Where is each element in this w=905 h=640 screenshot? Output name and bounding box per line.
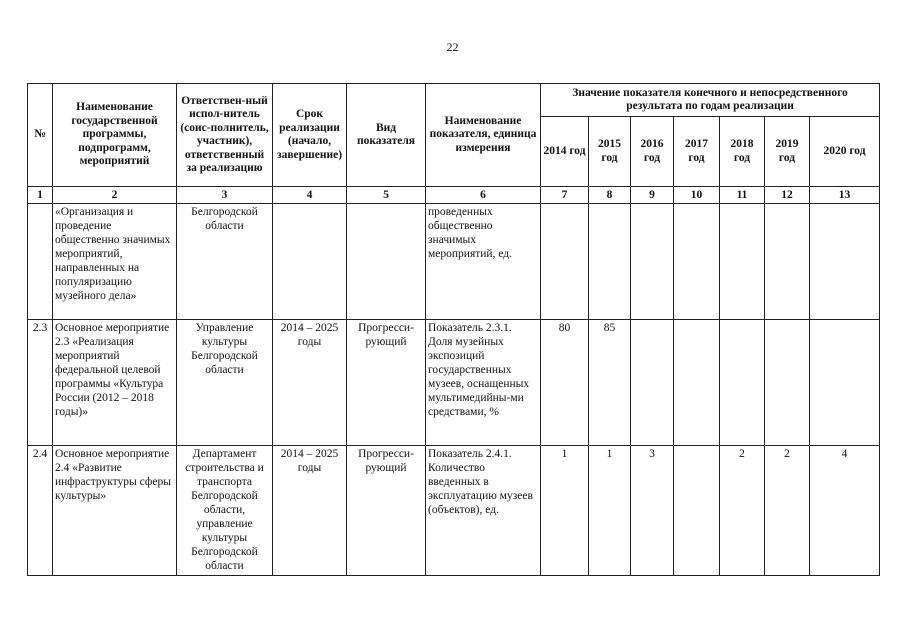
row-no: 2.3 (28, 320, 53, 446)
row-period (273, 204, 347, 320)
row-value (674, 446, 720, 576)
column-number: 2 (53, 187, 177, 204)
row-value: 1 (589, 446, 631, 576)
header-type: Вид показателя (347, 84, 426, 187)
row-name: Основное мероприятие 2.3 «Реализация мероприятий федеральной целевой программы «Культура России (2012 – 2018 годы)» (53, 320, 177, 446)
row-value (765, 320, 810, 446)
header-year: 2017 год (674, 117, 720, 187)
table-row (28, 204, 880, 320)
row-no (28, 204, 53, 320)
row-period: 2014 – 2025 годы (273, 446, 347, 576)
header-year: 2014 год (541, 117, 589, 187)
row-responsible: Управление культуры Белгородской области (177, 320, 273, 446)
header-year: 2019 год (765, 117, 810, 187)
header-values-group: Значение показателя конечного и непосредственного результата по годам реализации (541, 84, 880, 117)
column-number: 10 (674, 187, 720, 204)
row-name: «Организация и проведение общественно значимых мероприятий, направленных на популяризацию музейного дела» (53, 204, 177, 320)
table-row (28, 446, 880, 576)
row-value (589, 204, 631, 320)
row-value (674, 320, 720, 446)
row-value (541, 204, 589, 320)
row-value: 2 (765, 446, 810, 576)
indicators-table (27, 83, 880, 576)
column-number: 5 (347, 187, 426, 204)
column-number: 9 (631, 187, 674, 204)
header-year: 2015 год (589, 117, 631, 187)
row-responsible: Белгородской области (177, 204, 273, 320)
row-type: Прогресси-рующий (347, 446, 426, 576)
header-indicator: Наименование показателя, единица измерения (426, 84, 541, 187)
column-number: 3 (177, 187, 273, 204)
column-number: 8 (589, 187, 631, 204)
header-year: 2018 год (720, 117, 765, 187)
row-value (631, 204, 674, 320)
header-year: 2020 год (810, 117, 880, 187)
column-number: 11 (720, 187, 765, 204)
table-row (28, 320, 880, 446)
row-value (674, 204, 720, 320)
row-responsible: Департамент строительства и транспорта Белгородской области, управление культуры Белгородской области (177, 446, 273, 576)
row-value: 80 (541, 320, 589, 446)
row-name: Основное мероприятие 2.4 «Развитие инфраструктуры сферы культуры» (53, 446, 177, 576)
row-value: 4 (810, 446, 880, 576)
row-value (810, 204, 880, 320)
row-value (720, 204, 765, 320)
row-period: 2014 – 2025 годы (273, 320, 347, 446)
column-number: 6 (426, 187, 541, 204)
column-number: 1 (28, 187, 53, 204)
row-value (720, 320, 765, 446)
row-value (631, 320, 674, 446)
row-indicator: Показатель 2.3.1. Доля музейных экспозиций государственных музеев, оснащенных мультимедийны-ми средствами, % (426, 320, 541, 446)
column-numbers-row (28, 187, 880, 204)
header-no: № (28, 84, 53, 187)
header-responsible: Ответствен-ный испол-нитель (соис-полнитель, участник), ответственный за реализацию (177, 84, 273, 187)
row-value: 3 (631, 446, 674, 576)
row-value: 1 (541, 446, 589, 576)
row-value: 2 (720, 446, 765, 576)
header-period: Срок реализации (начало, завершение) (273, 84, 347, 187)
column-number: 4 (273, 187, 347, 204)
row-indicator: проведенных общественно значимых мероприятий, ед. (426, 204, 541, 320)
column-number: 13 (810, 187, 880, 204)
row-value (765, 204, 810, 320)
row-type (347, 204, 426, 320)
column-number: 12 (765, 187, 810, 204)
row-indicator: Показатель 2.4.1. Количество введенных в эксплуатацию музеев (объектов), ед. (426, 446, 541, 576)
header-year: 2016 год (631, 117, 674, 187)
column-number: 7 (541, 187, 589, 204)
row-value (810, 320, 880, 446)
row-no: 2.4 (28, 446, 53, 576)
row-value: 85 (589, 320, 631, 446)
header-name: Наименование государственной программы, подпрограмм, мероприятий (53, 84, 177, 187)
row-type: Прогресси-рующий (347, 320, 426, 446)
page-number: 22 (446, 40, 459, 54)
